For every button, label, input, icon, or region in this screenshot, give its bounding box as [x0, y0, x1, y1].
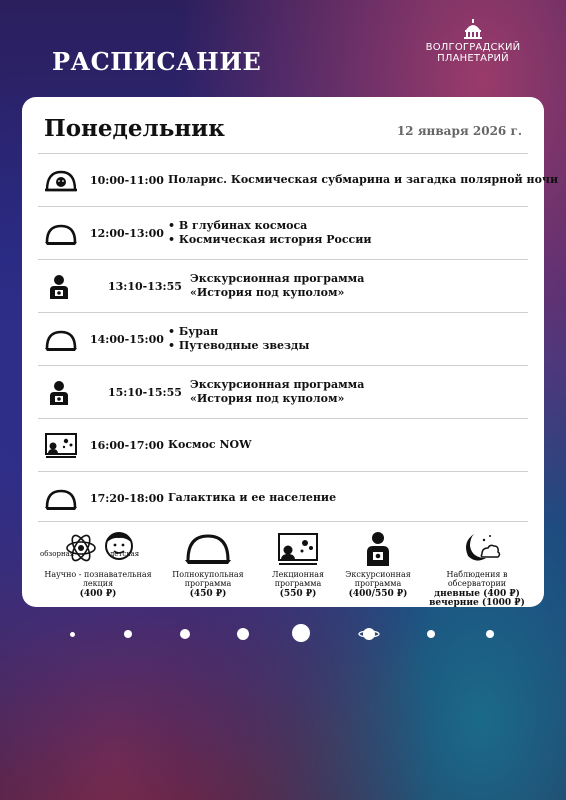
row-desc [190, 260, 364, 312]
row-time: 16:00-17:00 [90, 438, 164, 452]
row-time: 15:10-15:55 [108, 385, 182, 399]
page-title: РАСПИСАНИЕ [52, 47, 262, 76]
fulldome-icon [44, 219, 78, 249]
logo-line-2: ПЛАНЕТАРИЙ [437, 53, 509, 64]
row-desc [168, 207, 372, 259]
legend-price: (400 ₽) [79, 589, 117, 599]
row-desc [168, 154, 558, 206]
legend-label: Полнокупольная [172, 570, 244, 579]
legend-price: (400/550 ₽) [348, 589, 408, 599]
planetarium-building-icon [462, 18, 484, 40]
date-label: 12 января 2026 г. [396, 124, 522, 138]
schedule-row [38, 365, 528, 418]
saturn-icon [358, 624, 380, 644]
guide-icon [44, 272, 78, 302]
day-heading: Понедельник [44, 115, 225, 142]
legend-observatory [422, 528, 532, 608]
legend [38, 521, 528, 608]
schedule-row [38, 153, 559, 206]
legend-label: программа [274, 579, 322, 588]
legend-evening-price: вечерние (1000 ₽) [429, 598, 525, 608]
guide-icon [353, 528, 403, 568]
row-time: 10:00-11:00 [90, 173, 164, 187]
dot [292, 624, 310, 642]
row-line: Экскурсионная программа [190, 378, 365, 391]
schedule-card [22, 97, 559, 608]
fulldome-icon [183, 528, 233, 568]
fulldome-icon [44, 484, 78, 514]
row-time: 13:10-13:55 [108, 279, 182, 293]
legend-label: Лекционная [271, 570, 325, 579]
dot [427, 630, 435, 638]
legend-price: (550 ₽) [279, 589, 317, 599]
row-line: «История под куполом» [190, 286, 345, 299]
dot [237, 628, 249, 640]
planet-dots [0, 624, 566, 644]
legend-sub-kids: детская [110, 550, 140, 558]
row-line: • Буран [168, 325, 219, 338]
guide-icon [44, 378, 78, 408]
dot [124, 630, 132, 638]
row-desc [168, 419, 251, 471]
row-line: Поларис. Космическая субмарина и загадка полярной ночи [168, 173, 559, 186]
planetarium-logo [418, 18, 528, 64]
row-time: 14:00-15:00 [90, 332, 164, 346]
row-desc [168, 313, 309, 365]
legend-label: программа [184, 579, 232, 588]
row-line: • Путеводные звезды [168, 339, 310, 352]
row-line: • Космическая история России [168, 233, 372, 246]
row-desc [190, 366, 364, 418]
schedule-row [38, 418, 528, 471]
legend-fulldome [168, 528, 248, 599]
dot [70, 632, 75, 637]
atom-and-child-icon [53, 528, 143, 568]
row-line: Галактика и ее население [168, 491, 337, 504]
logo-line-1: ВОЛГОГРАДСКИЙ [425, 42, 521, 53]
schedule-list [22, 153, 559, 524]
legend-lecture [258, 528, 338, 599]
legend-day-price: дневные (400 ₽) [434, 589, 520, 599]
legend-label: Наблюдения в обсерватории [446, 570, 508, 588]
row-line: «История под куполом» [190, 392, 345, 405]
lecture-icon [44, 431, 78, 461]
dot [486, 630, 494, 638]
row-time: 17:20-18:00 [90, 491, 164, 505]
legend-popular-science [38, 528, 158, 599]
row-line: Экскурсионная программа [190, 272, 365, 285]
moon-clouds-icon [452, 528, 502, 568]
legend-price: (450 ₽) [189, 589, 227, 599]
schedule-row [38, 259, 528, 312]
dot [180, 629, 190, 639]
legend-label: Экскурсионная [345, 570, 411, 579]
legend-sub-overview: обзорная [40, 550, 75, 558]
schedule-row [38, 206, 528, 259]
row-line: Космос NOW [168, 438, 252, 451]
legend-label: программа [354, 579, 402, 588]
fulldome-icon [44, 325, 78, 355]
row-desc [168, 472, 336, 524]
schedule-row [38, 312, 528, 365]
kids-dome-icon [44, 166, 78, 196]
row-time: 12:00-13:00 [90, 226, 164, 240]
schedule-row [38, 471, 528, 524]
row-line: • В глубинах космоса [168, 219, 308, 232]
lecture-icon [273, 528, 323, 568]
legend-label: Научно - познавательная лекция [44, 570, 152, 588]
legend-excursion [338, 528, 418, 599]
